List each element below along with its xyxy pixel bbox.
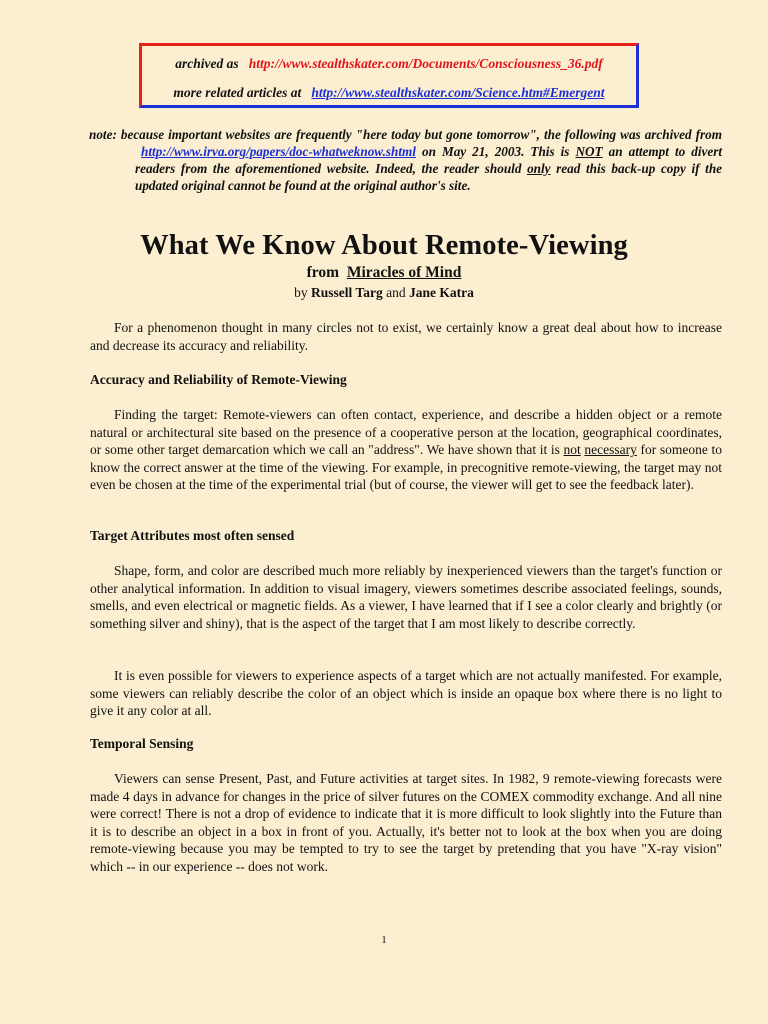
temporal-paragraph [90,770,722,875]
related-articles-line [142,85,636,101]
byline [0,285,768,301]
archive-notice-box [139,43,639,108]
note-text: note: because important websites are frequently "here today but gone tomorrow", the following was archived from [89,127,722,142]
related-articles-link[interactable]: http://www.stealthskater.com/Science.htm#Emergent [311,85,605,100]
shape-text: Shape, form, and color are described much more reliably by inexperienced viewers than the target's function or other analytical information. In addition to visual imagery, viewers sometimes describe associated feelings, sounds, smells, and even electrical or magnetic fields. As a viewer, I have learned that if I see a color clearly and brightly (or something silver and shiny), that is the aspect of the target that I am most likely to describe correctly. [90,563,722,631]
byline-by: by [294,285,308,300]
byline-and: and [386,285,406,300]
possible-text: It is even possible for viewers to experience aspects of a target which are not actually manifested. For example, some viewers can reliably describe the color of an object which is inside an opaque box where there is no light to give it any color at all. [90,668,722,718]
section-heading: Accuracy and Reliability of Remote-Viewing [90,372,347,387]
author-name: Russell Targ [311,285,383,300]
note-date: on May 21, 2003. This is [422,144,570,159]
emphasis-not: not [563,442,581,457]
intro-text: For a phenomenon thought in many circles not to exist, we certainly know a great deal about how to increase and decrease its accuracy and reliability. [90,320,722,353]
shape-paragraph [90,562,722,632]
article-source [0,264,768,282]
emphasis-necessary: necessary [584,442,637,457]
note-text-3: read this back-up copy if the updated original cannot be found at the original author's site. [135,161,723,193]
possible-paragraph [90,667,722,720]
archive-url-link[interactable]: http://www.stealthskater.com/Documents/Consciousness_36.pdf [248,56,603,71]
page-number: 1 [381,934,387,946]
finding-text-2: for someone to know the correct answer at the time of the viewing. For example, in precognitive remote-viewing, the target may not even be chosen at the time of the experimental trial (but of course, the viewer will get to see the feedback later). [90,442,723,492]
section-heading: Temporal Sensing [90,736,194,751]
finding-text: Finding the target: Remote-viewers can often contact, experience, and describe a hidden object or a remote natural or architectural site based on the presence of a cooperative person at the location, geographical coordinates, or some other target demarcation which we call an "address". We have shown that it is [90,407,722,457]
intro-paragraph [90,319,722,354]
article-title: What We Know About Remote-Viewing [140,230,628,261]
note-only-emphasis: only [527,161,551,176]
archive-line [142,56,636,72]
archive-label: archived as [175,56,239,71]
related-articles-label: more related articles at [173,85,302,100]
section-heading: Target Attributes most often sensed [90,528,295,543]
temporal-text: Viewers can sense Present, Past, and Future activities at target sites. In 1982, 9 remote-viewing forecasts were made 4 days in advance for changes in the price of silver futures on the COMEX commodity exchange. And all nine were correct! There is not a drop of evidence to indicate that it is more difficult to look slightly into the Future than it is to describe an object in a box in front of you. Actually, it's better not to look at the box when you are doing remote-viewing because you may be tempted to try to see the target by pretending that you have "X-ray vision" which -- in our experience -- does not work. [90,771,722,874]
source-from: from [306,264,340,281]
source-book-title: Miracles of Mind [346,264,462,281]
note-text-2: an attempt to divert readers from the aforementioned website. Indeed, the reader should [135,144,723,176]
finding-paragraph [90,406,722,494]
archive-note [89,126,722,194]
note-not-emphasis: NOT [575,144,603,159]
author-name: Jane Katra [408,285,474,300]
original-source-link[interactable]: http://www.irva.org/papers/doc-whatweknow.shtml [141,144,416,159]
